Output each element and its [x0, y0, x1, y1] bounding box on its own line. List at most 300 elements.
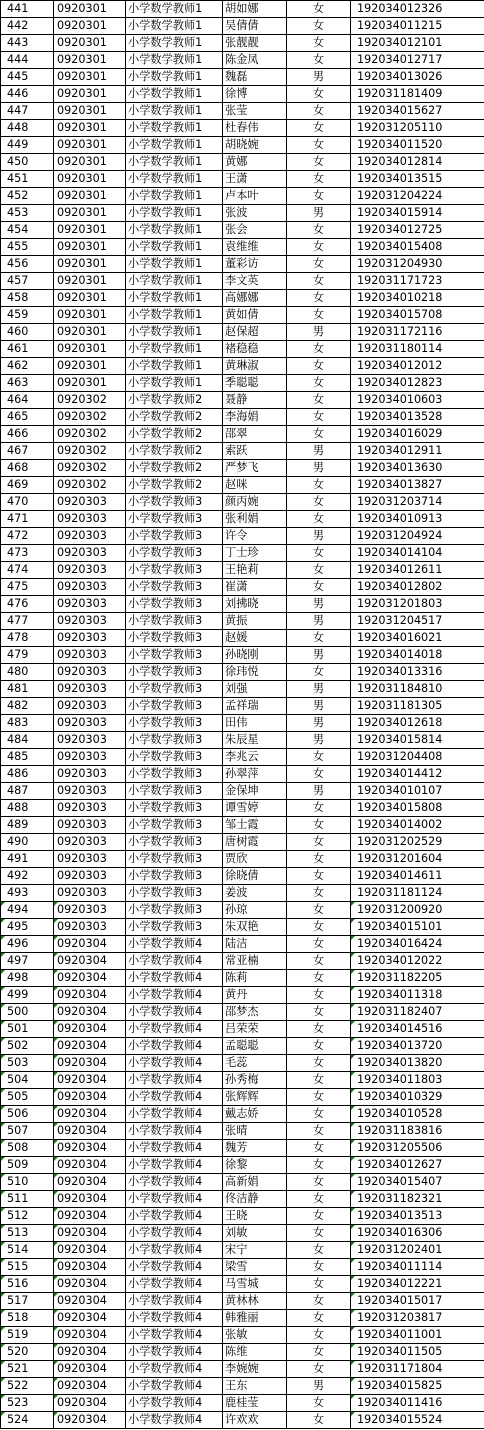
gender-cell[interactable]: 女 [287, 630, 351, 647]
position-code-cell[interactable]: 0920303 [54, 919, 126, 936]
position-name-cell[interactable]: 小学数学教师1 [126, 273, 223, 290]
position-code-cell[interactable]: 0920304 [54, 1106, 126, 1123]
row-number-cell[interactable]: 494 [1, 902, 54, 919]
row-number-cell[interactable]: 470 [1, 494, 54, 511]
candidate-name-cell[interactable]: 孙晓刚 [223, 647, 287, 664]
position-code-cell[interactable]: 0920302 [54, 460, 126, 477]
row-number-cell[interactable]: 480 [1, 664, 54, 681]
position-name-cell[interactable]: 小学数学教师3 [126, 766, 223, 783]
exam-id-cell[interactable]: 192034013513 [351, 1208, 484, 1225]
position-name-cell[interactable]: 小学数学教师4 [126, 1276, 223, 1293]
exam-id-cell[interactable]: 192031203817 [351, 1310, 484, 1327]
position-name-cell[interactable]: 小学数学教师1 [126, 1, 223, 18]
position-code-cell[interactable]: 0920303 [54, 596, 126, 613]
position-code-cell[interactable]: 0920304 [54, 1123, 126, 1140]
candidate-name-cell[interactable]: 颜丙婉 [223, 494, 287, 511]
exam-id-cell[interactable]: 192034010218 [351, 290, 484, 307]
exam-id-cell[interactable]: 192034012221 [351, 1276, 484, 1293]
position-name-cell[interactable]: 小学数学教师1 [126, 290, 223, 307]
position-name-cell[interactable]: 小学数学教师3 [126, 596, 223, 613]
exam-id-cell[interactable]: 192034012618 [351, 715, 484, 732]
position-code-cell[interactable]: 0920304 [54, 1276, 126, 1293]
exam-id-cell[interactable]: 192034012802 [351, 579, 484, 596]
row-number-cell[interactable]: 444 [1, 52, 54, 69]
candidate-name-cell[interactable]: 邹士霞 [223, 817, 287, 834]
candidate-name-cell[interactable]: 刘拂晓 [223, 596, 287, 613]
exam-id-cell[interactable]: 192034012012 [351, 358, 484, 375]
position-name-cell[interactable]: 小学数学教师3 [126, 494, 223, 511]
gender-cell[interactable]: 女 [287, 273, 351, 290]
candidate-name-cell[interactable]: 王东 [223, 1378, 287, 1395]
row-number-cell[interactable]: 446 [1, 86, 54, 103]
position-name-cell[interactable]: 小学数学教师1 [126, 18, 223, 35]
position-name-cell[interactable]: 小学数学教师4 [126, 1123, 223, 1140]
candidate-name-cell[interactable]: 严梦飞 [223, 460, 287, 477]
position-name-cell[interactable]: 小学数学教师3 [126, 783, 223, 800]
position-code-cell[interactable]: 0920304 [54, 1038, 126, 1055]
position-name-cell[interactable]: 小学数学教师2 [126, 460, 223, 477]
position-code-cell[interactable]: 0920303 [54, 851, 126, 868]
position-name-cell[interactable]: 小学数学教师3 [126, 851, 223, 868]
position-name-cell[interactable]: 小学数学教师4 [126, 1106, 223, 1123]
exam-id-cell[interactable]: 192034013820 [351, 1055, 484, 1072]
position-name-cell[interactable]: 小学数学教师3 [126, 834, 223, 851]
exam-id-cell[interactable]: 192031201803 [351, 596, 484, 613]
position-name-cell[interactable]: 小学数学教师1 [126, 324, 223, 341]
gender-cell[interactable]: 女 [287, 868, 351, 885]
position-code-cell[interactable]: 0920301 [54, 324, 126, 341]
position-name-cell[interactable]: 小学数学教师3 [126, 647, 223, 664]
position-name-cell[interactable]: 小学数学教师4 [126, 1038, 223, 1055]
position-name-cell[interactable]: 小学数学教师1 [126, 222, 223, 239]
position-name-cell[interactable]: 小学数学教师3 [126, 511, 223, 528]
candidate-name-cell[interactable]: 徐博 [223, 86, 287, 103]
candidate-name-cell[interactable]: 王晓 [223, 1208, 287, 1225]
position-name-cell[interactable]: 小学数学教师4 [126, 1327, 223, 1344]
exam-id-cell[interactable]: 192031182407 [351, 1004, 484, 1021]
position-name-cell[interactable]: 小学数学教师2 [126, 443, 223, 460]
position-code-cell[interactable]: 0920304 [54, 1293, 126, 1310]
row-number-cell[interactable]: 501 [1, 1021, 54, 1038]
row-number-cell[interactable]: 514 [1, 1242, 54, 1259]
candidate-name-cell[interactable]: 张波 [223, 205, 287, 222]
gender-cell[interactable]: 女 [287, 1361, 351, 1378]
row-number-cell[interactable]: 459 [1, 307, 54, 324]
position-name-cell[interactable]: 小学数学教师4 [126, 1208, 223, 1225]
candidate-name-cell[interactable]: 陈维 [223, 1344, 287, 1361]
row-number-cell[interactable]: 513 [1, 1225, 54, 1242]
row-number-cell[interactable]: 502 [1, 1038, 54, 1055]
exam-id-cell[interactable]: 192034013827 [351, 477, 484, 494]
row-number-cell[interactable]: 463 [1, 375, 54, 392]
position-code-cell[interactable]: 0920301 [54, 35, 126, 52]
candidate-name-cell[interactable]: 索跃 [223, 443, 287, 460]
candidate-name-cell[interactable]: 张利娟 [223, 511, 287, 528]
gender-cell[interactable]: 女 [287, 902, 351, 919]
gender-cell[interactable]: 女 [287, 1327, 351, 1344]
candidate-name-cell[interactable]: 张会 [223, 222, 287, 239]
position-code-cell[interactable]: 0920301 [54, 256, 126, 273]
candidate-name-cell[interactable]: 唐树霞 [223, 834, 287, 851]
row-number-cell[interactable]: 452 [1, 188, 54, 205]
position-code-cell[interactable]: 0920304 [54, 1412, 126, 1429]
exam-id-cell[interactable]: 192034014611 [351, 868, 484, 885]
exam-id-cell[interactable]: 192034015407 [351, 1174, 484, 1191]
position-name-cell[interactable]: 小学数学教师4 [126, 1191, 223, 1208]
candidate-name-cell[interactable]: 谭雪婷 [223, 800, 287, 817]
position-name-cell[interactable]: 小学数学教师3 [126, 902, 223, 919]
exam-id-cell[interactable]: 192034012022 [351, 953, 484, 970]
row-number-cell[interactable]: 499 [1, 987, 54, 1004]
gender-cell[interactable]: 女 [287, 1412, 351, 1429]
gender-cell[interactable]: 男 [287, 205, 351, 222]
position-code-cell[interactable]: 0920304 [54, 953, 126, 970]
position-code-cell[interactable]: 0920301 [54, 307, 126, 324]
candidate-name-cell[interactable]: 王潇 [223, 171, 287, 188]
exam-id-cell[interactable]: 192034013528 [351, 409, 484, 426]
row-number-cell[interactable]: 477 [1, 613, 54, 630]
row-number-cell[interactable]: 497 [1, 953, 54, 970]
candidate-name-cell[interactable]: 褚稳稳 [223, 341, 287, 358]
position-name-cell[interactable]: 小学数学教师1 [126, 69, 223, 86]
position-code-cell[interactable]: 0920304 [54, 970, 126, 987]
position-code-cell[interactable]: 0920303 [54, 698, 126, 715]
position-code-cell[interactable]: 0920303 [54, 868, 126, 885]
candidate-name-cell[interactable]: 杜春伟 [223, 120, 287, 137]
row-number-cell[interactable]: 483 [1, 715, 54, 732]
gender-cell[interactable]: 女 [287, 749, 351, 766]
exam-id-cell[interactable]: 192031181409 [351, 86, 484, 103]
row-number-cell[interactable]: 491 [1, 851, 54, 868]
position-code-cell[interactable]: 0920303 [54, 613, 126, 630]
row-number-cell[interactable]: 487 [1, 783, 54, 800]
exam-id-cell[interactable]: 192031205110 [351, 120, 484, 137]
row-number-cell[interactable]: 467 [1, 443, 54, 460]
position-name-cell[interactable]: 小学数学教师4 [126, 1310, 223, 1327]
row-number-cell[interactable]: 492 [1, 868, 54, 885]
position-name-cell[interactable]: 小学数学教师4 [126, 1412, 223, 1429]
gender-cell[interactable]: 女 [287, 307, 351, 324]
exam-id-cell[interactable]: 192031171723 [351, 273, 484, 290]
row-number-cell[interactable]: 512 [1, 1208, 54, 1225]
exam-id-cell[interactable]: 192034014104 [351, 545, 484, 562]
row-number-cell[interactable]: 451 [1, 171, 54, 188]
exam-id-cell[interactable]: 192034016424 [351, 936, 484, 953]
gender-cell[interactable]: 女 [287, 1140, 351, 1157]
exam-id-cell[interactable]: 192034014412 [351, 766, 484, 783]
position-name-cell[interactable]: 小学数学教师4 [126, 970, 223, 987]
exam-id-cell[interactable]: 192034011520 [351, 137, 484, 154]
row-number-cell[interactable]: 462 [1, 358, 54, 375]
candidate-name-cell[interactable]: 胡如娜 [223, 1, 287, 18]
row-number-cell[interactable]: 517 [1, 1293, 54, 1310]
exam-id-cell[interactable]: 192031183816 [351, 1123, 484, 1140]
row-number-cell[interactable]: 519 [1, 1327, 54, 1344]
position-name-cell[interactable]: 小学数学教师4 [126, 1293, 223, 1310]
gender-cell[interactable]: 男 [287, 596, 351, 613]
row-number-cell[interactable]: 484 [1, 732, 54, 749]
row-number-cell[interactable]: 458 [1, 290, 54, 307]
position-name-cell[interactable]: 小学数学教师3 [126, 698, 223, 715]
position-code-cell[interactable]: 0920301 [54, 171, 126, 188]
row-number-cell[interactable]: 443 [1, 35, 54, 52]
gender-cell[interactable]: 女 [287, 1310, 351, 1327]
candidate-name-cell[interactable]: 金保坤 [223, 783, 287, 800]
candidate-name-cell[interactable]: 姜波 [223, 885, 287, 902]
position-code-cell[interactable]: 0920301 [54, 239, 126, 256]
position-code-cell[interactable]: 0920302 [54, 443, 126, 460]
exam-id-cell[interactable]: 192031172116 [351, 324, 484, 341]
position-code-cell[interactable]: 0920301 [54, 205, 126, 222]
position-name-cell[interactable]: 小学数学教师4 [126, 1157, 223, 1174]
position-name-cell[interactable]: 小学数学教师3 [126, 528, 223, 545]
position-code-cell[interactable]: 0920301 [54, 290, 126, 307]
exam-id-cell[interactable]: 192034011505 [351, 1344, 484, 1361]
exam-id-cell[interactable]: 192031171804 [351, 1361, 484, 1378]
row-number-cell[interactable]: 474 [1, 562, 54, 579]
gender-cell[interactable]: 女 [287, 120, 351, 137]
position-name-cell[interactable]: 小学数学教师4 [126, 987, 223, 1004]
position-code-cell[interactable]: 0920303 [54, 562, 126, 579]
position-code-cell[interactable]: 0920303 [54, 630, 126, 647]
exam-id-cell[interactable]: 192034012627 [351, 1157, 484, 1174]
row-number-cell[interactable]: 495 [1, 919, 54, 936]
exam-id-cell[interactable]: 192034016021 [351, 630, 484, 647]
gender-cell[interactable]: 女 [287, 1191, 351, 1208]
position-code-cell[interactable]: 0920304 [54, 1140, 126, 1157]
exam-id-cell[interactable]: 192034015101 [351, 919, 484, 936]
exam-id-cell[interactable]: 192034012326 [351, 1, 484, 18]
gender-cell[interactable]: 女 [287, 970, 351, 987]
exam-id-cell[interactable]: 192034014516 [351, 1021, 484, 1038]
candidate-name-cell[interactable]: 聂静 [223, 392, 287, 409]
exam-id-cell[interactable]: 192034012814 [351, 154, 484, 171]
gender-cell[interactable]: 女 [287, 562, 351, 579]
candidate-name-cell[interactable]: 张莹 [223, 103, 287, 120]
position-name-cell[interactable]: 小学数学教师1 [126, 120, 223, 137]
gender-cell[interactable]: 女 [287, 35, 351, 52]
gender-cell[interactable]: 女 [287, 1174, 351, 1191]
row-number-cell[interactable]: 509 [1, 1157, 54, 1174]
position-code-cell[interactable]: 0920304 [54, 1004, 126, 1021]
exam-id-cell[interactable]: 192034012823 [351, 375, 484, 392]
candidate-name-cell[interactable]: 董彩访 [223, 256, 287, 273]
position-name-cell[interactable]: 小学数学教师4 [126, 1225, 223, 1242]
position-name-cell[interactable]: 小学数学教师3 [126, 885, 223, 902]
exam-id-cell[interactable]: 192031181305 [351, 698, 484, 715]
exam-id-cell[interactable]: 192034016306 [351, 1225, 484, 1242]
row-number-cell[interactable]: 507 [1, 1123, 54, 1140]
position-name-cell[interactable]: 小学数学教师4 [126, 1259, 223, 1276]
exam-id-cell[interactable]: 192031181124 [351, 885, 484, 902]
gender-cell[interactable]: 女 [287, 171, 351, 188]
position-code-cell[interactable]: 0920301 [54, 341, 126, 358]
candidate-name-cell[interactable]: 赵保超 [223, 324, 287, 341]
gender-cell[interactable]: 女 [287, 222, 351, 239]
gender-cell[interactable]: 女 [287, 664, 351, 681]
row-number-cell[interactable]: 493 [1, 885, 54, 902]
position-name-cell[interactable]: 小学数学教师3 [126, 545, 223, 562]
row-number-cell[interactable]: 464 [1, 392, 54, 409]
position-name-cell[interactable]: 小学数学教师1 [126, 52, 223, 69]
candidate-name-cell[interactable]: 高新娟 [223, 1174, 287, 1191]
gender-cell[interactable]: 女 [287, 103, 351, 120]
row-number-cell[interactable]: 447 [1, 103, 54, 120]
position-code-cell[interactable]: 0920303 [54, 494, 126, 511]
position-code-cell[interactable]: 0920304 [54, 936, 126, 953]
position-code-cell[interactable]: 0920303 [54, 885, 126, 902]
gender-cell[interactable]: 男 [287, 613, 351, 630]
exam-id-cell[interactable]: 192034011416 [351, 1395, 484, 1412]
exam-id-cell[interactable]: 192034012101 [351, 35, 484, 52]
candidate-name-cell[interactable]: 高娜娜 [223, 290, 287, 307]
gender-cell[interactable]: 男 [287, 715, 351, 732]
gender-cell[interactable]: 女 [287, 766, 351, 783]
position-code-cell[interactable]: 0920301 [54, 137, 126, 154]
position-name-cell[interactable]: 小学数学教师4 [126, 1021, 223, 1038]
row-number-cell[interactable]: 479 [1, 647, 54, 664]
candidate-name-cell[interactable]: 许欢欢 [223, 1412, 287, 1429]
row-number-cell[interactable]: 466 [1, 426, 54, 443]
row-number-cell[interactable]: 476 [1, 596, 54, 613]
position-code-cell[interactable]: 0920304 [54, 1225, 126, 1242]
row-number-cell[interactable]: 442 [1, 18, 54, 35]
position-name-cell[interactable]: 小学数学教师1 [126, 86, 223, 103]
candidate-name-cell[interactable]: 戴志娇 [223, 1106, 287, 1123]
gender-cell[interactable]: 男 [287, 324, 351, 341]
row-number-cell[interactable]: 468 [1, 460, 54, 477]
position-name-cell[interactable]: 小学数学教师1 [126, 103, 223, 120]
exam-id-cell[interactable]: 192031201604 [351, 851, 484, 868]
gender-cell[interactable]: 男 [287, 681, 351, 698]
row-number-cell[interactable]: 453 [1, 205, 54, 222]
position-name-cell[interactable]: 小学数学教师4 [126, 1361, 223, 1378]
exam-id-cell[interactable]: 192034012911 [351, 443, 484, 460]
gender-cell[interactable]: 女 [287, 1395, 351, 1412]
gender-cell[interactable]: 女 [287, 86, 351, 103]
candidate-name-cell[interactable]: 魏磊 [223, 69, 287, 86]
candidate-name-cell[interactable]: 朱双艳 [223, 919, 287, 936]
position-name-cell[interactable]: 小学数学教师3 [126, 664, 223, 681]
position-code-cell[interactable]: 0920303 [54, 732, 126, 749]
candidate-name-cell[interactable]: 贾欣 [223, 851, 287, 868]
position-name-cell[interactable]: 小学数学教师4 [126, 1395, 223, 1412]
exam-id-cell[interactable]: 192034014018 [351, 647, 484, 664]
exam-id-cell[interactable]: 192034015017 [351, 1293, 484, 1310]
candidate-name-cell[interactable]: 张辉辉 [223, 1089, 287, 1106]
position-code-cell[interactable]: 0920304 [54, 1174, 126, 1191]
row-number-cell[interactable]: 511 [1, 1191, 54, 1208]
position-code-cell[interactable]: 0920304 [54, 1055, 126, 1072]
position-code-cell[interactable]: 0920304 [54, 1191, 126, 1208]
candidate-name-cell[interactable]: 马雪城 [223, 1276, 287, 1293]
gender-cell[interactable]: 女 [287, 477, 351, 494]
candidate-name-cell[interactable]: 朱辰星 [223, 732, 287, 749]
candidate-name-cell[interactable]: 邵翠 [223, 426, 287, 443]
gender-cell[interactable]: 男 [287, 647, 351, 664]
gender-cell[interactable]: 女 [287, 1072, 351, 1089]
position-code-cell[interactable]: 0920304 [54, 1157, 126, 1174]
position-name-cell[interactable]: 小学数学教师4 [126, 1174, 223, 1191]
exam-id-cell[interactable]: 192031180114 [351, 341, 484, 358]
position-code-cell[interactable]: 0920303 [54, 766, 126, 783]
row-number-cell[interactable]: 486 [1, 766, 54, 783]
row-number-cell[interactable]: 505 [1, 1089, 54, 1106]
exam-id-cell[interactable]: 192034012611 [351, 562, 484, 579]
candidate-name-cell[interactable]: 徐玮悦 [223, 664, 287, 681]
position-code-cell[interactable]: 0920303 [54, 681, 126, 698]
exam-id-cell[interactable]: 192031184810 [351, 681, 484, 698]
row-number-cell[interactable]: 524 [1, 1412, 54, 1429]
candidate-name-cell[interactable]: 黄丹 [223, 987, 287, 1004]
candidate-name-cell[interactable]: 李文英 [223, 273, 287, 290]
exam-id-cell[interactable]: 192034016029 [351, 426, 484, 443]
row-number-cell[interactable]: 472 [1, 528, 54, 545]
candidate-name-cell[interactable]: 季聪聪 [223, 375, 287, 392]
position-name-cell[interactable]: 小学数学教师4 [126, 1072, 223, 1089]
row-number-cell[interactable]: 448 [1, 120, 54, 137]
candidate-name-cell[interactable]: 陆洁 [223, 936, 287, 953]
position-name-cell[interactable]: 小学数学教师1 [126, 188, 223, 205]
candidate-name-cell[interactable]: 黄如倩 [223, 307, 287, 324]
exam-id-cell[interactable]: 192034011114 [351, 1259, 484, 1276]
exam-id-cell[interactable]: 192031202529 [351, 834, 484, 851]
gender-cell[interactable]: 女 [287, 545, 351, 562]
row-number-cell[interactable]: 456 [1, 256, 54, 273]
row-number-cell[interactable]: 489 [1, 817, 54, 834]
position-code-cell[interactable]: 0920301 [54, 273, 126, 290]
row-number-cell[interactable]: 478 [1, 630, 54, 647]
candidate-name-cell[interactable]: 张晴 [223, 1123, 287, 1140]
row-number-cell[interactable]: 473 [1, 545, 54, 562]
position-code-cell[interactable]: 0920304 [54, 1259, 126, 1276]
position-code-cell[interactable]: 0920303 [54, 511, 126, 528]
position-code-cell[interactable]: 0920304 [54, 1089, 126, 1106]
position-code-cell[interactable]: 0920301 [54, 1, 126, 18]
exam-id-cell[interactable]: 192034010107 [351, 783, 484, 800]
gender-cell[interactable]: 女 [287, 851, 351, 868]
exam-id-cell[interactable]: 192034014002 [351, 817, 484, 834]
position-name-cell[interactable]: 小学数学教师3 [126, 715, 223, 732]
candidate-name-cell[interactable]: 张敏 [223, 1327, 287, 1344]
position-code-cell[interactable]: 0920301 [54, 375, 126, 392]
candidate-name-cell[interactable]: 卢本叶 [223, 188, 287, 205]
exam-id-cell[interactable]: 192034013630 [351, 460, 484, 477]
position-code-cell[interactable]: 0920303 [54, 902, 126, 919]
position-code-cell[interactable]: 0920301 [54, 120, 126, 137]
row-number-cell[interactable]: 441 [1, 1, 54, 18]
row-number-cell[interactable]: 455 [1, 239, 54, 256]
position-code-cell[interactable]: 0920302 [54, 409, 126, 426]
gender-cell[interactable]: 女 [287, 1293, 351, 1310]
row-number-cell[interactable]: 523 [1, 1395, 54, 1412]
position-code-cell[interactable]: 0920304 [54, 1021, 126, 1038]
row-number-cell[interactable]: 471 [1, 511, 54, 528]
position-name-cell[interactable]: 小学数学教师1 [126, 205, 223, 222]
position-name-cell[interactable]: 小学数学教师2 [126, 477, 223, 494]
row-number-cell[interactable]: 490 [1, 834, 54, 851]
candidate-name-cell[interactable]: 王艳莉 [223, 562, 287, 579]
row-number-cell[interactable]: 457 [1, 273, 54, 290]
position-name-cell[interactable]: 小学数学教师1 [126, 35, 223, 52]
exam-id-cell[interactable]: 192034015914 [351, 205, 484, 222]
position-name-cell[interactable]: 小学数学教师3 [126, 868, 223, 885]
row-number-cell[interactable]: 496 [1, 936, 54, 953]
row-number-cell[interactable]: 475 [1, 579, 54, 596]
position-name-cell[interactable]: 小学数学教师1 [126, 171, 223, 188]
gender-cell[interactable]: 女 [287, 1157, 351, 1174]
row-number-cell[interactable]: 504 [1, 1072, 54, 1089]
